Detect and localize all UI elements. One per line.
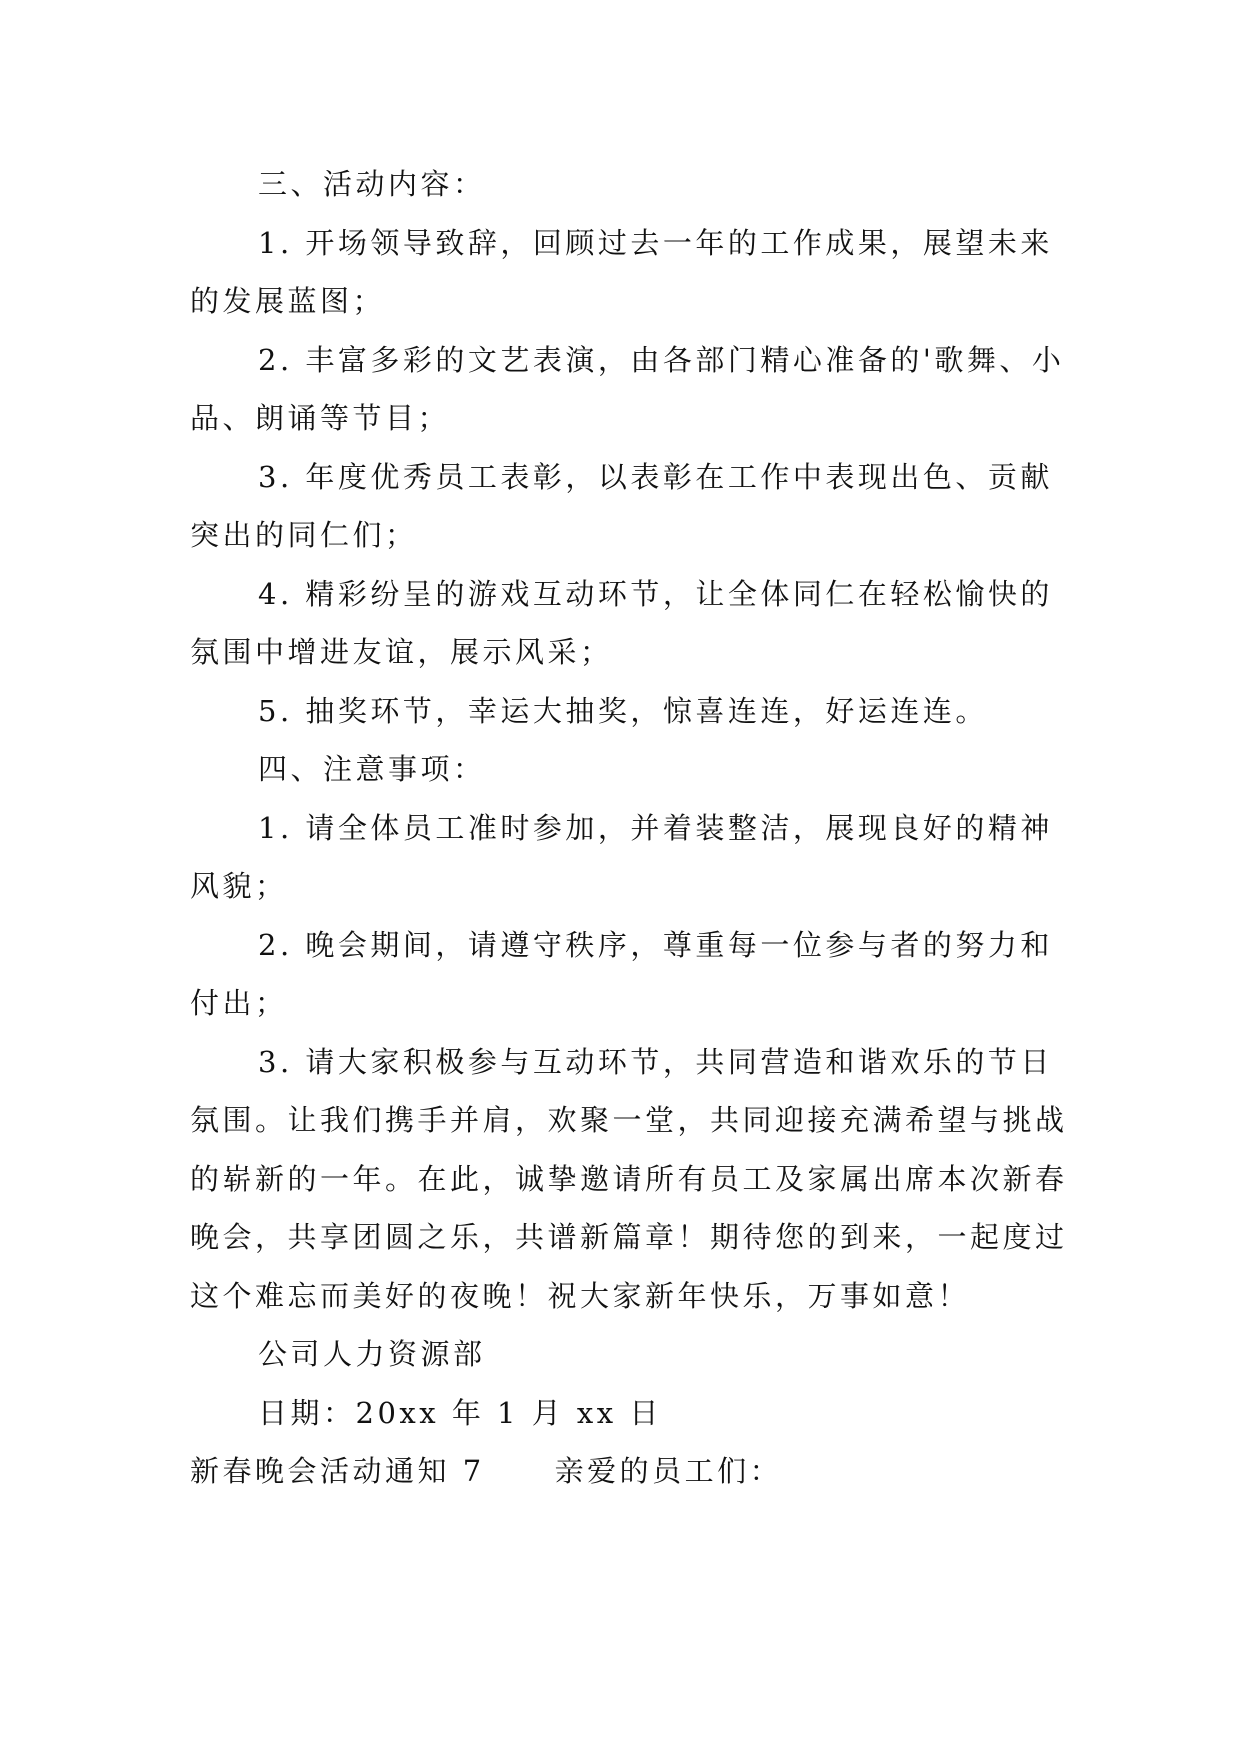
next-notice-line (190, 1442, 1070, 1501)
list-item: 2. 晚会期间，请遵守秩序，尊重每一位参与者的努力和付出； (190, 927, 1053, 1020)
list-item: 3. 请大家积极参与互动环节，共同营造和谐欢乐的节日氛围。让我们携手并肩，欢聚一堂，共同迎接充满希望与挑战的崭新的一年。在此，诚挚邀请所有员工及家属出席本次新春晚会，共享团圆之乐，共谱新篇章！期待您的到来，一起度过这个难忘而美好的夜晚！祝大家新年快乐，万事如意！ (190, 1044, 1068, 1313)
next-notice-greeting: 亲爱的员工们： (554, 1454, 783, 1488)
list-item: 1. 请全体员工准时参加，并着装整洁，展现良好的精神风貌； (190, 810, 1053, 903)
document-page (190, 155, 1070, 1501)
list-item: 1. 开场领导致辞，回顾过去一年的工作成果，展望未来的发展蓝图； (190, 225, 1053, 318)
list-item: 2. 丰富多彩的文艺表演，由各部门精心准备的'歌舞、小品、朗诵等节目； (190, 342, 1065, 435)
list-item: 3. 年度优秀员工表彰，以表彰在工作中表现出色、贡献突出的同仁们； (190, 459, 1053, 552)
list-item: 5. 抽奖环节，幸运大抽奖，惊喜连连，好运连连。 (258, 693, 988, 728)
section-heading-notes: 四、注意事项： (258, 752, 486, 786)
section-heading-activities: 三、活动内容： (258, 167, 486, 201)
signature-date: 日期：20xx 年 1 月 xx 日 (258, 1395, 662, 1430)
next-notice-title: 新春晚会活动通知 7 (190, 1454, 485, 1488)
signature-department: 公司人力资源部 (258, 1337, 486, 1371)
list-item: 4. 精彩纷呈的游戏互动环节，让全体同仁在轻松愉快的氛围中增进友谊，展示风采； (190, 576, 1053, 669)
